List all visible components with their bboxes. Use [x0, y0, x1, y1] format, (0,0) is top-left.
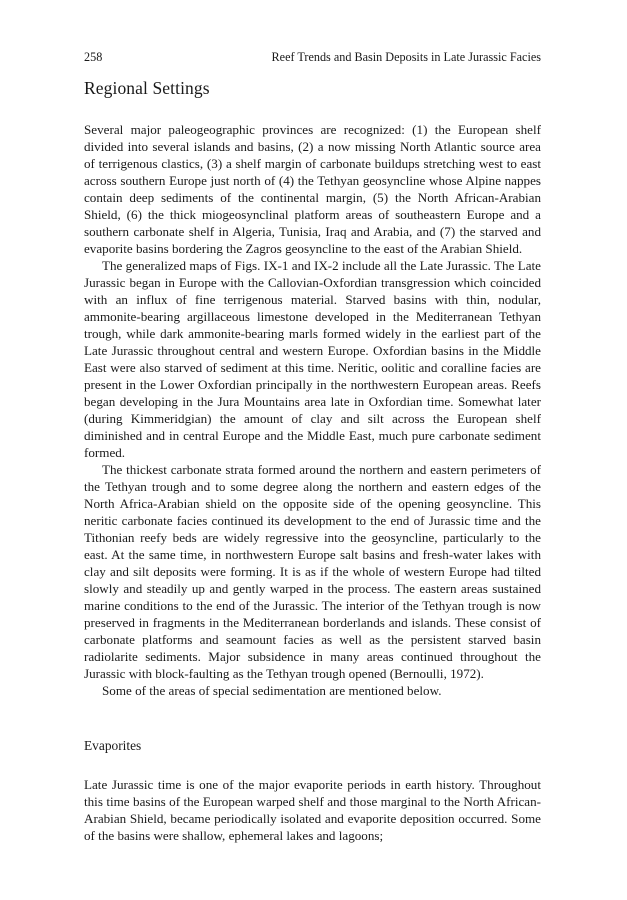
section-body [84, 121, 541, 699]
subsection-body [84, 776, 541, 844]
paragraph: The generalized maps of Figs. IX-1 and IX-2 include all the Late Jurassic. The Late Jurassic began in Europe with the Callovian-Oxfordian transgression which coincided with an influx of fine terrigenous material. Starved basins with thin, nodular, ammonite-bearing argillaceous limestone developed in the Mediterranean Tethyan trough, while dark ammonite-bearing marls formed widely in the earliest part of the Late Jurassic throughout central and western Europe. Oxfordian basins in the Middle East were also starved of sediment at this time. Neritic, oolitic and coralline facies are present in the Lower Oxfordian principally in the northwestern European areas. Reefs began developing in the Jura Mountains area late in Oxfordian time. Somewhat later (during Kimmeridgian) the amount of clay and silt across the European shelf diminished and in central Europe and the Middle East, much pure carbonate sediment formed. [84, 258, 541, 460]
paragraph: Late Jurassic time is one of the major evaporite periods in earth history. Throughout this time basins of the European warped shelf and those marginal to the North African-Arabian Shield, became periodically isolated and evaporite deposition occurred. Some of the basins were shallow, ephemeral lakes and lagoons; [84, 777, 541, 843]
paragraph: The thickest carbonate strata formed around the northern and eastern perimeters of the Tethyan trough and to some degree along the northern and eastern edges of the North Africa-Arabian shield on the opposite side of the opening geosyncline. This neritic carbonate facies continued its development to the end of Jurassic time and the Tithonian reefy beds are widely regressive into the geosyncline, particularly to the east. At the same time, in northwestern Europe salt basins and fresh-water lakes with clay and silt deposits were forming. It is as if the whole of western Europe had tilted slowly and steadily up and gently warped in the process. The eastern areas sustained marine conditions to the end of the Jurassic. The interior of the Tethyan trough is now preserved in fragments in the Mediterranean borderlands and islands. These consist of carbonate platforms and seamount facies as well as the persistent starved basin radiolarite sediments. Major subsidence in many areas continued throughout the Jurassic with block-faulting as the Tethyan trough opened (Bernoulli, 1972). [84, 462, 541, 681]
running-title: Reef Trends and Basin Deposits in Late Jurassic Facies [271, 50, 541, 64]
page-number: 258 [84, 50, 103, 64]
running-header [84, 50, 541, 64]
section-heading: Regional Settings [84, 78, 210, 98]
paragraph: Several major paleogeographic provinces are recognized: (1) the European shelf divided into several islands and basins, (2) a now missing North Atlantic source area of terrigenous clastics, (3) a shelf margin of carbonate buildups stretching west to east across southern Europe just north of (4) the Tethyan geosyncline whose Alpine nappes contain deep sediments of the continental margin, (5) the North African-Arabian Shield, (6) the thick miogeosynclinal platform areas of southeastern Europe and a southern carbonate shelf in Algeria, Tunisia, Iraq and Arabia, and (7) the starved and evaporite basins bordering the Zagros geosyncline to the east of the Arabian Shield. [84, 122, 541, 256]
paragraph: Some of the areas of special sedimentation are mentioned below. [102, 683, 442, 698]
subsection-heading: Evaporites [84, 738, 142, 753]
